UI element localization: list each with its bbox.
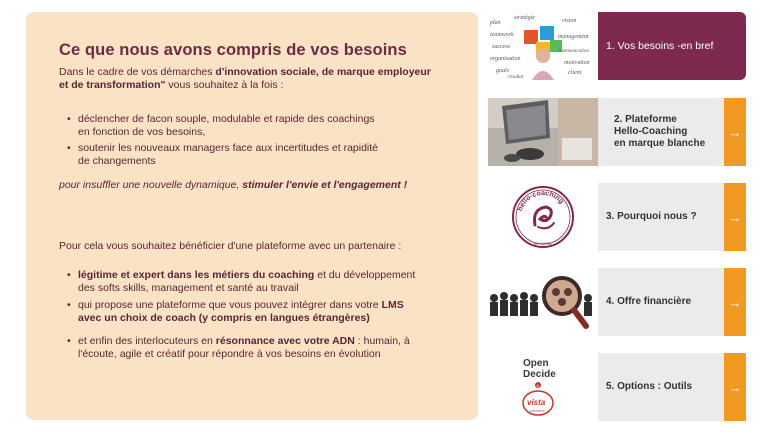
nav-card-offre[interactable] bbox=[488, 268, 746, 336]
svg-text:vista: vista bbox=[527, 398, 546, 407]
need-bullet-1: • déclencher de facon souple, modulable et rapide des coachings bbox=[78, 113, 375, 126]
svg-text:motivation: motivation bbox=[564, 60, 590, 66]
svg-text:success: success bbox=[492, 44, 510, 50]
nav-card-pourquoi[interactable] bbox=[488, 183, 746, 251]
word-cloud-image bbox=[488, 12, 598, 80]
nav-card-plateforme[interactable] bbox=[488, 98, 746, 166]
svg-text:résultat: résultat bbox=[508, 75, 524, 80]
intro-line-2: et de transformation" vous souhaitez à la fois : bbox=[59, 79, 284, 91]
arrow-right-icon[interactable]: → bbox=[724, 268, 746, 336]
partner-bullet-2-cont: avec un choix de coach (y compris en langues étrangères) bbox=[78, 312, 370, 324]
partner-bullet-1-cont: des softs skills, management et santé au travail bbox=[78, 282, 299, 294]
svg-text:stratégie: stratégie bbox=[514, 15, 535, 21]
nav-card-besoins[interactable] bbox=[488, 12, 746, 80]
svg-text:client: client bbox=[568, 70, 582, 76]
svg-text:organisation: organisation bbox=[490, 56, 521, 62]
svg-text:partners: partners bbox=[530, 408, 545, 413]
laptop-desk-image bbox=[488, 98, 598, 166]
partner-bullet-3-cont: l'écoute, agile et créatif pour répondre à vos besoins en évolution bbox=[78, 348, 381, 360]
svg-text:Open: Open bbox=[523, 358, 549, 369]
nav-card-options[interactable] bbox=[488, 353, 746, 421]
svg-text:&: & bbox=[536, 383, 540, 388]
svg-text:communication: communication bbox=[558, 49, 589, 54]
arrow-right-icon[interactable]: → bbox=[724, 98, 746, 166]
svg-text:teamwork: teamwork bbox=[490, 32, 514, 38]
nav-card-label: 2. Plateforme Hello-Coaching en marque blanche bbox=[598, 98, 724, 166]
partner-bullet-1: • légitime et expert dans les métiers du coaching et du développement bbox=[78, 269, 415, 282]
arrow-right-icon[interactable]: → bbox=[724, 353, 746, 421]
partner-bullet-2: • qui propose une plateforme que vous pouvez intégrer dans votre LMS bbox=[78, 299, 404, 312]
partner-bullet-3: • et enfin des interlocuteurs en résonnance avec votre ADN : humain, à bbox=[78, 335, 410, 348]
intro-line-1: Dans le cadre de vos démarches d'innovation sociale, de marque employeur bbox=[59, 66, 431, 78]
crowd-magnifier-image bbox=[488, 268, 598, 336]
page-title: Ce que nous avons compris de vos besoins bbox=[59, 41, 407, 59]
svg-text:Decide: Decide bbox=[523, 369, 556, 380]
svg-text:vision: vision bbox=[562, 18, 577, 24]
nav-card-label: 3. Pourquoi nous ? bbox=[598, 183, 724, 251]
arrow-right-icon[interactable]: → bbox=[724, 183, 746, 251]
svg-text:plan: plan bbox=[490, 20, 501, 26]
nav-card-label: 5. Options : Outils bbox=[598, 353, 724, 421]
need-bullet-1-cont: en fonction de vos besoins, bbox=[78, 126, 206, 138]
partner-intro: Pour cela vous souhaitez bénéficier d'une plateforme avec un partenaire : bbox=[59, 240, 402, 252]
need-bullet-2: • soutenir les nouveaux managers face aux incertitudes et rapidité bbox=[78, 142, 378, 155]
dynamique-line: pour insuffler une nouvelle dynamique, stimuler l'envie et l'engagement ! bbox=[59, 179, 408, 191]
need-bullet-2-cont: de changements bbox=[78, 155, 156, 167]
hello-coaching-logo bbox=[488, 183, 598, 251]
svg-text:hello-coaching: hello-coaching bbox=[516, 189, 565, 213]
svg-text:BY VISTA: BY VISTA bbox=[534, 241, 552, 246]
nav-card-label: 1. Vos besoins -en bref bbox=[598, 12, 746, 80]
opendecide-vista-logo bbox=[488, 353, 598, 421]
svg-text:goals: goals bbox=[496, 68, 510, 74]
nav-card-label: 4. Offre financière bbox=[598, 268, 724, 336]
svg-text:management: management bbox=[558, 34, 589, 40]
